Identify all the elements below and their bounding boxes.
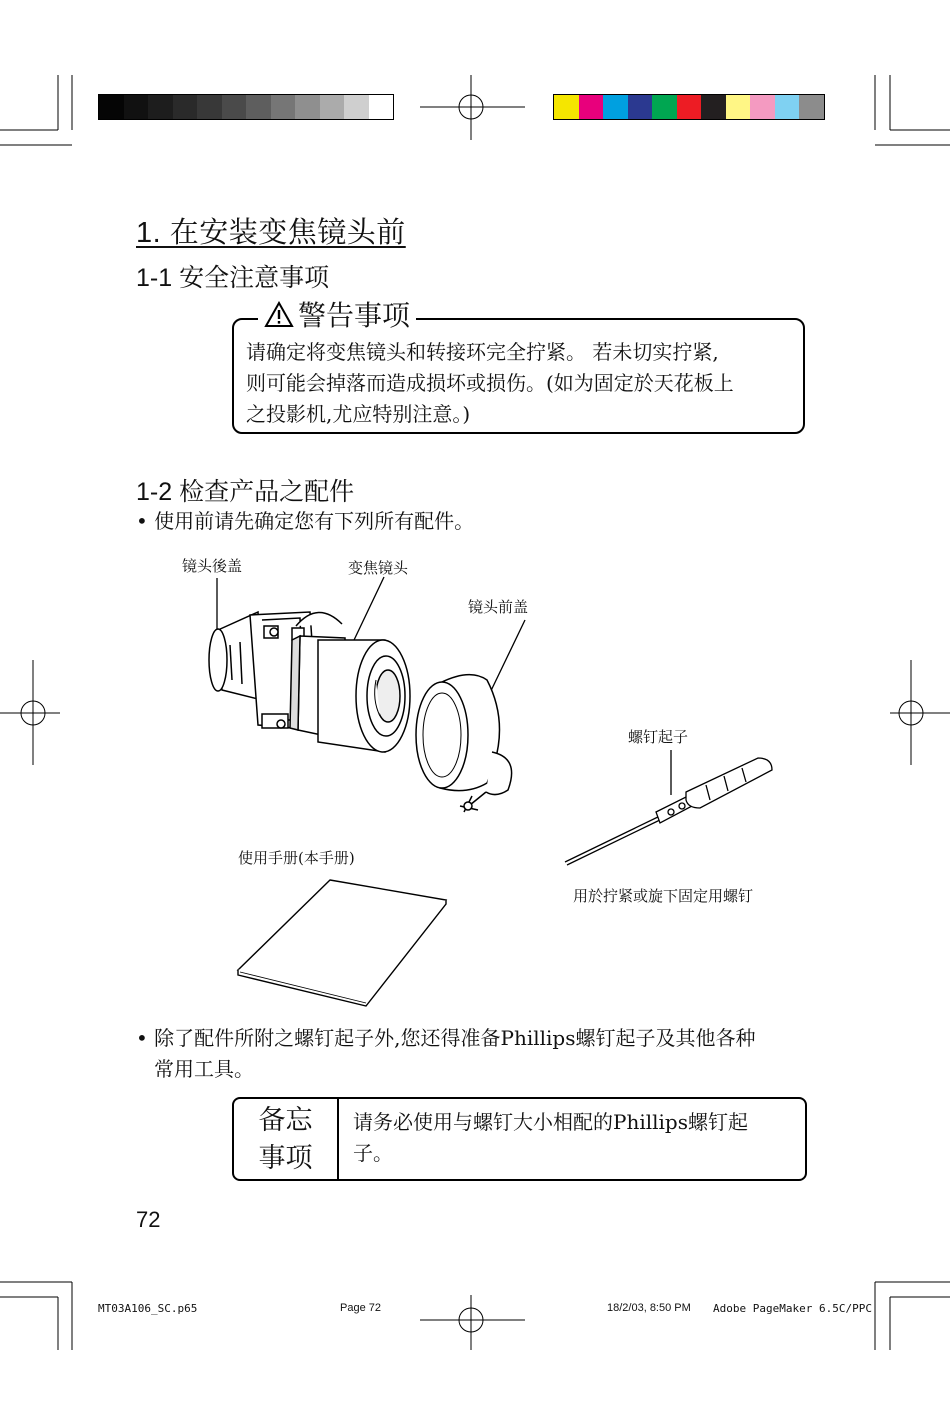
label-front-cap: 镜头前盖: [468, 598, 529, 616]
manual-booklet-icon: [238, 880, 446, 1006]
footer-datetime: 18/2/03, 8:50 PM: [607, 1302, 691, 1314]
bullet-text: 除了配件所附之螺钉起子外,您还得准备Phillips螺钉起子及其他各种: [154, 1026, 756, 1050]
section-heading-accessories: 1-2 检查产品之配件: [136, 478, 355, 506]
memo-text-line: 请务必使用与螺钉大小相配的Phillips螺钉起: [353, 1110, 748, 1134]
bullet-dot-icon: •: [136, 1026, 148, 1050]
footer-page: Page 72: [340, 1302, 381, 1314]
label-screwdriver-desc: 用於拧紧或旋下固定用螺钉: [573, 887, 754, 905]
zoom-lens-icon: [209, 612, 410, 752]
memo-heading-line: 事项: [258, 1143, 313, 1173]
bullet-dot-icon: •: [136, 509, 148, 533]
memo-box: [232, 1097, 807, 1181]
warning-line: 则可能会掉落而造成损坏或损伤。(如为固定於天花板上: [246, 371, 734, 395]
lens-front-cap-icon: [416, 675, 512, 812]
label-rear-cap: 镜头後盖: [182, 557, 243, 575]
footer-file: MT03A106_SC.p65: [98, 1302, 198, 1315]
warning-line: 之投影机,尤应特别注意。): [246, 402, 471, 426]
label-zoom-lens: 变焦镜头: [348, 559, 409, 577]
section-heading-safety: 1-1 安全注意事项: [136, 264, 330, 292]
bullet-text: 常用工具。: [154, 1057, 254, 1081]
memo-text-line: 子。: [353, 1141, 393, 1165]
page-number: 72: [136, 1207, 161, 1232]
page-title: 1. 在安装变焦镜头前: [136, 217, 406, 249]
footer-app: Adobe PageMaker 6.5C/PPC: [713, 1302, 872, 1315]
warning-line: 请确定将变焦镜头和转接环完全拧紧。 若未切实拧紧,: [246, 340, 719, 364]
label-manual: 使用手册(本手册): [238, 849, 355, 867]
label-screwdriver: 螺钉起子: [628, 728, 689, 746]
bullet-phillips-note: [136, 1023, 826, 1085]
memo-text: [339, 1099, 805, 1179]
memo-heading-line: 备忘: [258, 1105, 313, 1135]
screwdriver-icon: [565, 758, 772, 865]
warning-title-text: 警告事项: [298, 300, 411, 331]
bullet-text: 使用前请先确定您有下列所有配件。: [154, 509, 475, 533]
memo-heading: [234, 1099, 339, 1179]
